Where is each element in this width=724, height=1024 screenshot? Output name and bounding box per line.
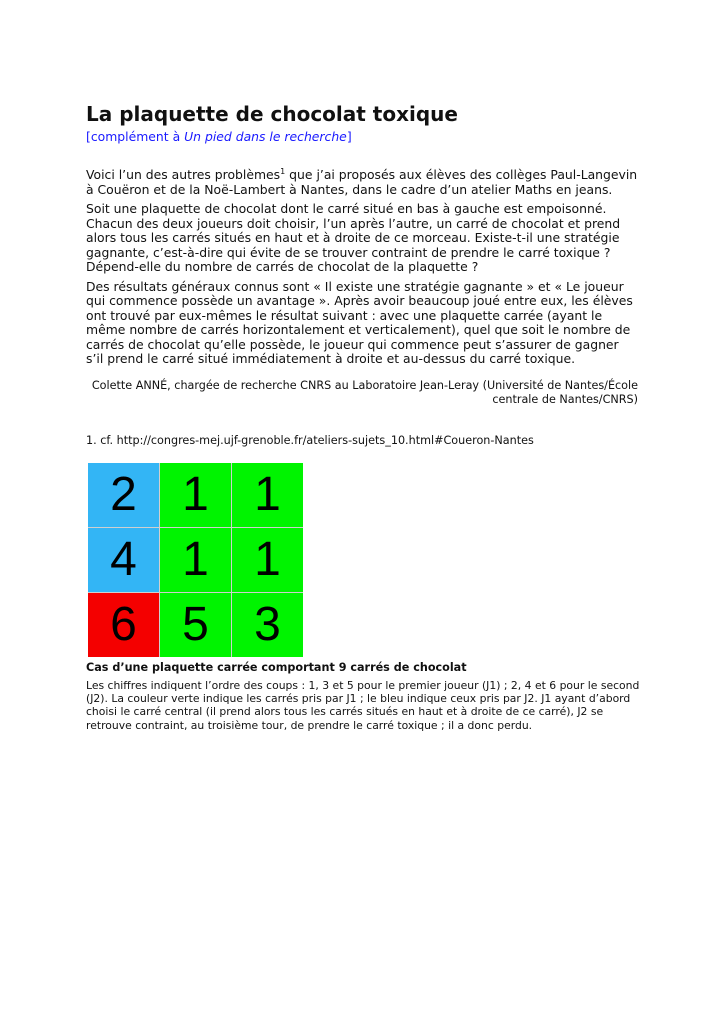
page-title: La plaquette de chocolat toxique bbox=[86, 102, 458, 126]
grid-cell: 6 bbox=[88, 593, 159, 657]
footnote-ref: 1 bbox=[280, 167, 286, 176]
grid-cell: 5 bbox=[160, 593, 231, 657]
chocolate-grid-figure bbox=[88, 463, 303, 657]
grid-cell: 1 bbox=[232, 528, 303, 592]
footnote: 1. cf. http://congres-mej.ujf-grenoble.fr/ateliers-sujets_10.html#Coueron-Nantes bbox=[86, 433, 534, 447]
article bbox=[86, 100, 638, 448]
caption-text: Les chiffres indiquent l’ordre des coups : 1, 3 et 5 pour le premier joueur (J1) ; 2, 4 et 6 pour le second (J2). La couleur verte indique les carrés pris par J1 ; le bleu indique ceux pris par J2. J1 ayant d’abord choisi le carré central (il prend alors tous les carrés situés en haut et à droite de ce carré), J2 se retrouve contraint, au troisième tour, de prendre le carré toxique ; il a donc perdu. bbox=[86, 679, 640, 732]
caption-title: Cas d’une plaquette carrée comportant 9 carrés de chocolat bbox=[86, 661, 467, 674]
subtitle-suffix: ] bbox=[346, 129, 352, 144]
grid-cell: 1 bbox=[160, 528, 231, 592]
paragraph-1-start: Voici l’un des autres problèmes bbox=[86, 167, 281, 183]
grid-cell: 4 bbox=[88, 528, 159, 592]
paragraph-1 bbox=[86, 165, 638, 197]
subtitle-italic: Un pied dans le recherche bbox=[184, 129, 347, 144]
grid-cell: 1 bbox=[160, 463, 231, 527]
grid-cell: 3 bbox=[232, 593, 303, 657]
grid-cell: 1 bbox=[232, 463, 303, 527]
subtitle-prefix: [complément à bbox=[86, 129, 185, 144]
paragraph-1-end: que j’ai proposés aux élèves des collèges Paul-Langevin à Couëron et de la Noë-Lambert à Nantes, dans le cadre d’un atelier Maths en jeans. bbox=[86, 167, 638, 197]
subtitle-link[interactable] bbox=[86, 129, 638, 145]
paragraph-3: Des résultats généraux connus sont « Il existe une stratégie gagnante » et « Le joueur qui commence possède un avantage ». Après avoir beaucoup joué entre eux, les élèves ont trouvé par eux-mêmes le résultat suivant : avec une plaquette carrée (ayant le même nombre de carrés horizontalement et verticalement), quel que soit le nombre de carrés de chocolat qu’elle possède, le joueur qui commence peut s’assurer de gagner s’il prend le carré situé immédiatement à droite et au-dessus du carré toxique. bbox=[86, 278, 633, 367]
grid-cell: 2 bbox=[88, 463, 159, 527]
author-signature: Colette ANNÉ, chargée de recherche CNRS au Laboratoire Jean-Leray (Université de Nantes/École centrale de Nantes/CNRS) bbox=[91, 378, 638, 406]
paragraph-2: Soit une plaquette de chocolat dont le carré situé en bas à gauche est empoisonné. Chacun des deux joueurs doit choisir, l’un après l’autre, un carré de chocolat et prend alors tous les carrés situés en haut et à droite de ce morceau. Existe-t-il une stratégie gagnante, c’est-à-dire qui évite de se trouver contraint de prendre le carré toxique ? Dépend-elle du nombre de carrés de chocolat de la plaquette ? bbox=[86, 201, 621, 275]
figure-caption bbox=[86, 661, 646, 732]
article-body bbox=[86, 165, 638, 367]
